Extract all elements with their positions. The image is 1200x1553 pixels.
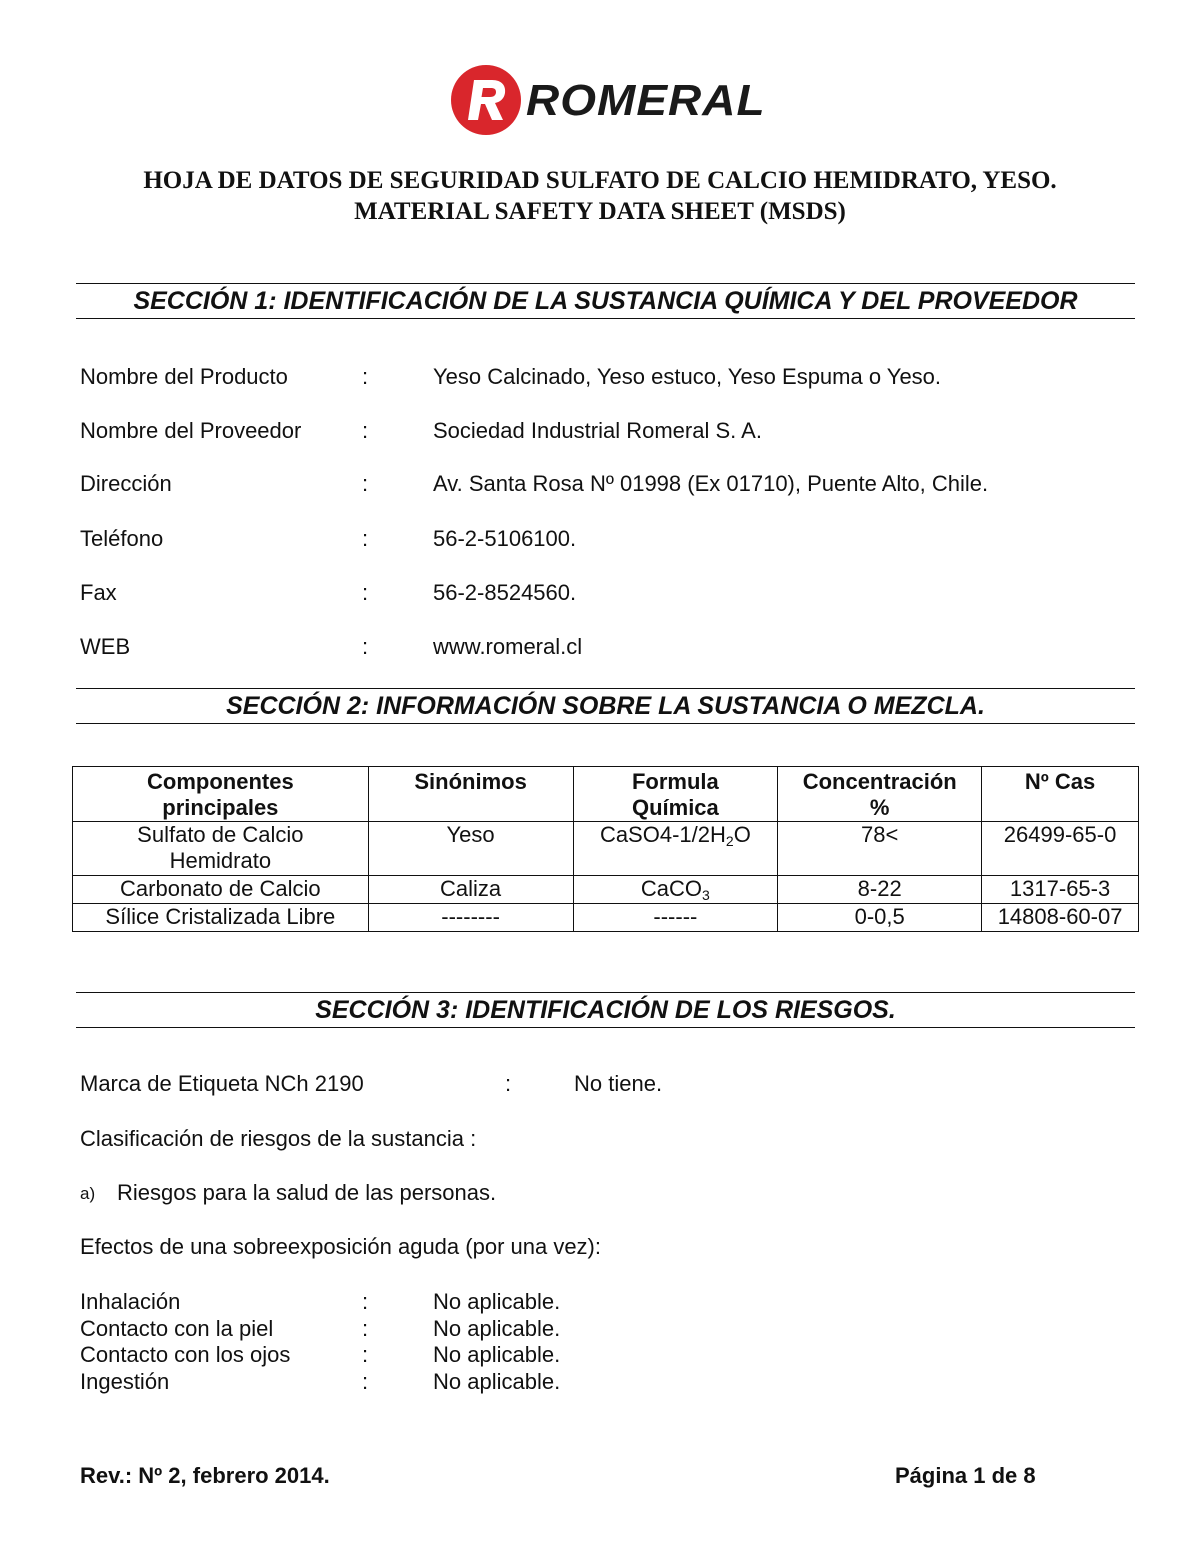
romeral-logo (450, 62, 770, 137)
field-label: Nombre del Proveedor (80, 418, 302, 443)
table-cell: 1317-65-3 (982, 876, 1139, 904)
table-cell: Sílice Cristalizada Libre (73, 904, 369, 932)
field-colon: : (362, 634, 369, 659)
field-colon: : (362, 364, 369, 389)
label-mark-label: Marca de Etiqueta NCh 2190 (80, 1071, 364, 1096)
field-colon: : (362, 580, 369, 605)
field-value: 56-2-5106100. (433, 526, 577, 551)
table-cell: CaCO$_3$ (573, 876, 778, 904)
field-label: Fax (80, 580, 117, 605)
field-colon: : (362, 526, 369, 551)
table-cell: Yeso (368, 822, 573, 876)
web-link[interactable]: www.romeral.cl (433, 634, 583, 659)
table-cell: ------ (573, 904, 778, 932)
components-table (72, 766, 1139, 932)
label-mark-value: No tiene. (574, 1071, 663, 1096)
effect-value: No aplicable. (433, 1289, 561, 1314)
table-cell: 8-22 (778, 876, 982, 904)
table-cell: 78< (778, 822, 982, 876)
effect-value: No aplicable. (433, 1316, 561, 1341)
footer-page-number: Página 1 de 8 (895, 1463, 1036, 1488)
field-value: Av. Santa Rosa Nº 01998 (Ex 01710), Puente Alto, Chile. (433, 471, 989, 496)
field-value: Yeso Calcinado, Yeso estuco, Yeso Espuma o Yeso. (433, 364, 942, 389)
footer-revision: Rev.: Nº 2, febrero 2014. (80, 1463, 330, 1488)
label-mark-colon: : (505, 1071, 512, 1096)
classification-label: Clasificación de riesgos de la sustancia : (80, 1126, 477, 1151)
romeral-r-mark-icon (450, 64, 522, 136)
field-colon: : (362, 471, 369, 496)
field-label: Teléfono (80, 526, 164, 551)
table-header-cell: Nº Cas (982, 767, 1139, 822)
effect-value: No aplicable. (433, 1369, 561, 1394)
field-value: 56-2-8524560. (433, 580, 577, 605)
section2-heading: SECCIÓN 2: INFORMACIÓN SOBRE LA SUSTANCIA O MEZCLA. (76, 688, 1135, 724)
table-header-row (73, 767, 1139, 822)
field-label: Nombre del Producto (80, 364, 288, 389)
table-cell: $CaSO4-1/2H_2O$ (573, 822, 778, 876)
table-row (73, 822, 1139, 876)
table-cell: Sulfato de Calcio Hemidrato (73, 822, 369, 876)
section1-heading: SECCIÓN 1: IDENTIFICACIÓN DE LA SUSTANCIA QUÍMICA Y DEL PROVEEDOR (76, 283, 1135, 319)
effect-colon: : (362, 1289, 369, 1314)
effect-label: Inhalación (80, 1289, 181, 1314)
health-risk-item: Riesgos para la salud de las personas. (117, 1180, 497, 1205)
effect-label: Ingestión (80, 1369, 170, 1394)
document-title-line1: HOJA DE DATOS DE SEGURIDAD SULFATO DE CALCIO HEMIDRATO, YESO. (143, 167, 1057, 194)
effect-label: Contacto con los ojos (80, 1342, 291, 1367)
section3-heading: SECCIÓN 3: IDENTIFICACIÓN DE LOS RIESGOS. (76, 992, 1135, 1028)
field-colon: : (362, 418, 369, 443)
table-header-cell: Concentración % (778, 767, 982, 822)
logo-wordmark: ROMERAL (526, 74, 766, 125)
effect-value: No aplicable. (433, 1342, 561, 1367)
table-cell: 0-0,5 (778, 904, 982, 932)
table-row (73, 876, 1139, 904)
effect-label: Contacto con la piel (80, 1316, 274, 1341)
table-cell: 14808-60-07 (982, 904, 1139, 932)
effects-title: Efectos de una sobreexposición aguda (por una vez): (80, 1234, 601, 1259)
table-cell: -------- (368, 904, 573, 932)
field-label: Dirección (80, 471, 172, 496)
effect-colon: : (362, 1316, 369, 1341)
table-row (73, 904, 1139, 932)
effect-colon: : (362, 1342, 369, 1367)
table-cell: 26499-65-0 (982, 822, 1139, 876)
list-marker: a) (80, 1184, 96, 1203)
effect-colon: : (362, 1369, 369, 1394)
field-value: Sociedad Industrial Romeral S. A. (433, 418, 762, 443)
table-cell: Caliza (368, 876, 573, 904)
table-cell: Carbonato de Calcio (73, 876, 369, 904)
table-header-cell: Sinónimos (368, 767, 573, 822)
table-header-cell: Componentes principales (73, 767, 369, 822)
document-title-line2: MATERIAL SAFETY DATA SHEET (MSDS) (354, 198, 846, 225)
field-label: WEB (80, 634, 131, 659)
table-header-cell: Formula Química (573, 767, 778, 822)
